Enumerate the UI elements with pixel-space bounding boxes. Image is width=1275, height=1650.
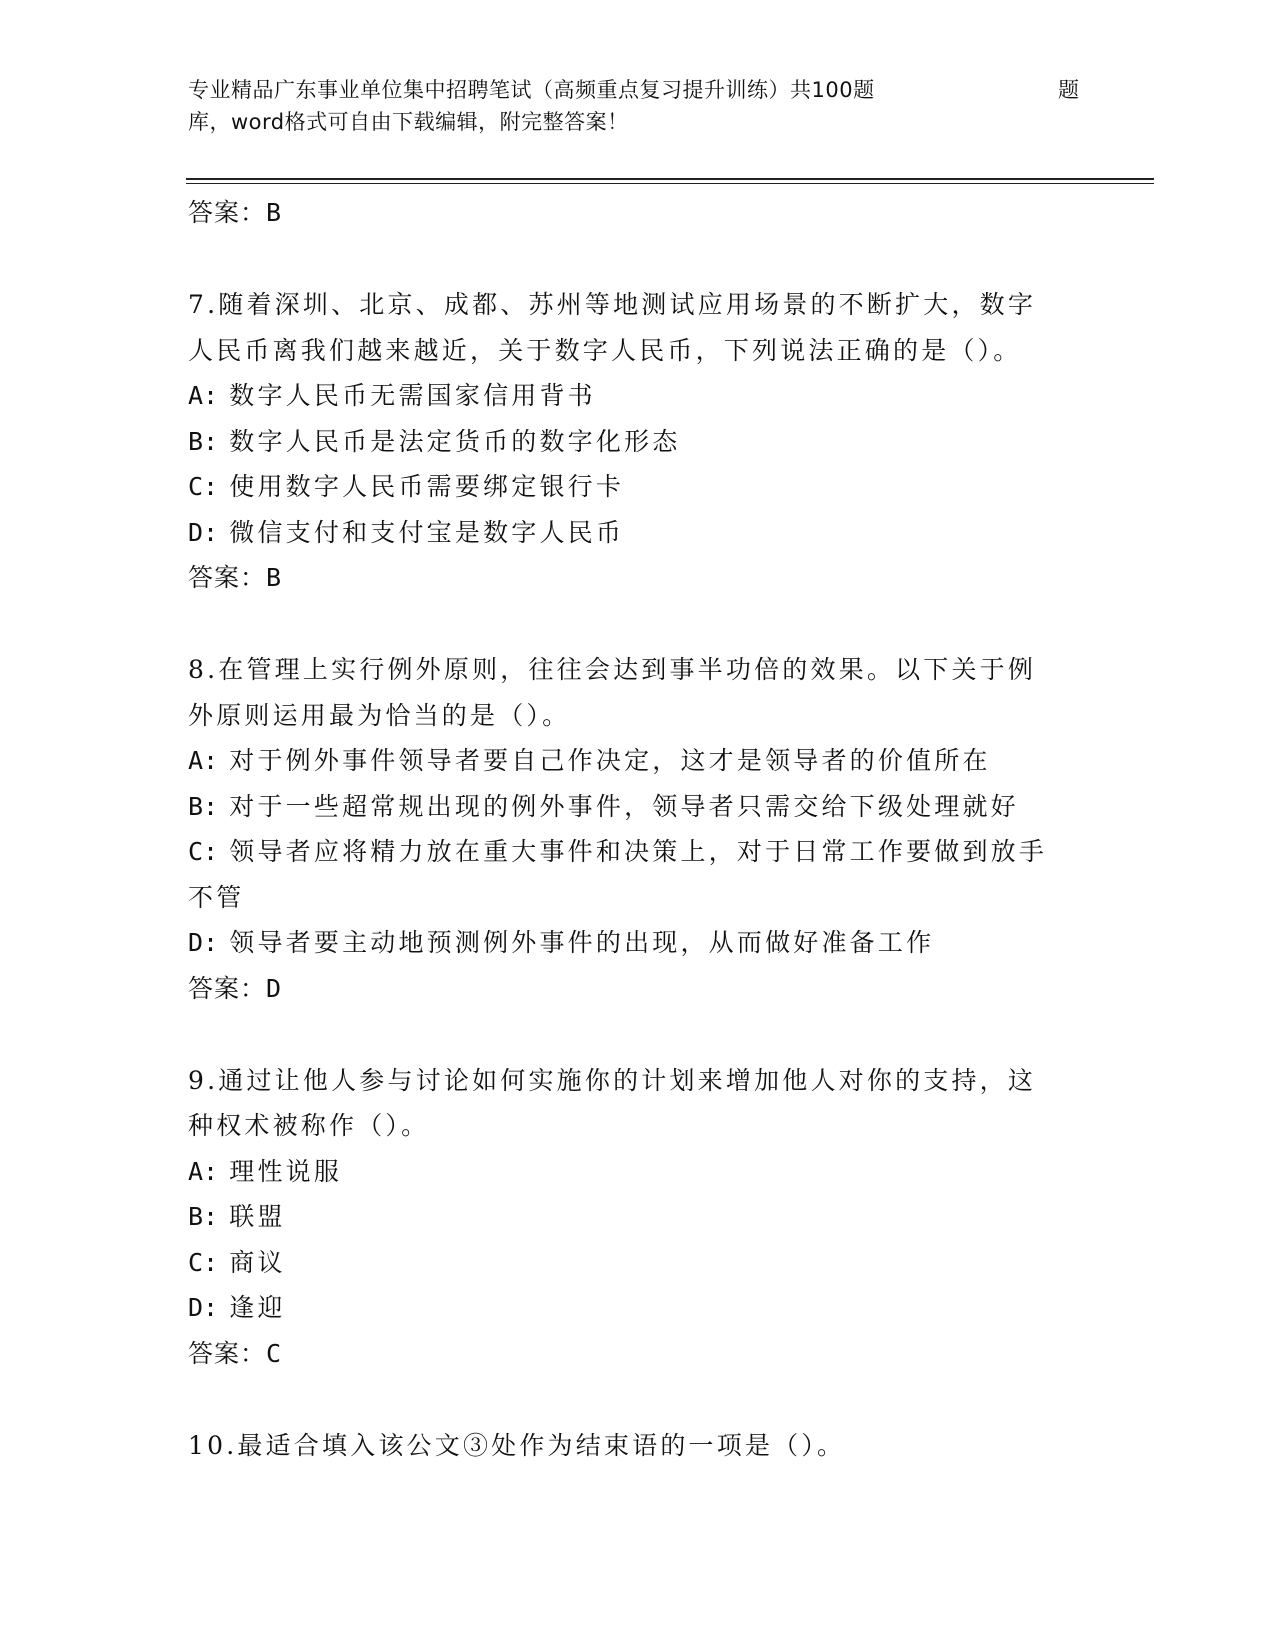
header-line-1 [188,74,1088,106]
option-text: 数字人民币无需国家信用背书 [229,381,596,410]
question-7 [188,282,1088,601]
option-d [188,1285,1088,1331]
option-letter: B: [188,426,219,456]
question-text-line-1: 通过让他人参与讨论如何实施你的计划来增加他人对你的支持，这 [218,1065,1037,1095]
question-9 [188,1058,1088,1377]
option-letter: A: [188,381,219,410]
question-stem [188,1423,1088,1469]
option-letter: B: [188,1202,219,1231]
option-a [188,373,1088,419]
answer-value: B [266,563,283,592]
option-c-continued: 不管 [188,882,245,912]
answer-8 [188,966,1088,1012]
option-letter: C: [188,1247,219,1277]
option-letter: D: [188,517,219,547]
option-c [188,464,1088,510]
question-stem [188,1058,1088,1104]
option-text: 对于例外事件领导者要自己作决定，这才是领导者的价值所在 [229,746,991,775]
question-number: 10. [188,1430,238,1460]
option-text: 微信支付和支付宝是数字人民币 [229,517,625,547]
question-text-line-2: 人民币离我们越来越近，关于数字人民币，下列说法正确的是（）。 [188,335,1022,365]
question-text-line-1: 在管理上实行例外原则，往往会达到事半功倍的效果。以下关于例 [218,655,1037,684]
header-divider-thin [186,183,1154,184]
answer-label: 答案： [188,563,267,592]
header-title-tail: 题 [1058,78,1080,102]
answer-label: 答案： [188,198,267,227]
answer-value: D [266,973,283,1003]
option-letter: D: [188,928,219,957]
question-8 [188,647,1088,1012]
option-text: 领导者要主动地预测例外事件的出现，从而做好准备工作 [229,928,935,957]
answer-7 [188,555,1088,601]
question-number: 8. [188,655,219,684]
question-stem [188,647,1088,693]
option-text: 商议 [229,1247,286,1277]
option-text: 数字人民币是法定货币的数字化形态 [229,426,681,456]
question-text-line-1: 随着深圳、北京、成都、苏州等地测试应用场景的不断扩大，数字 [218,290,1037,319]
header-title: 专业精品广东事业单位集中招聘笔试（高频重点复习提升训练）共100题 [188,78,875,102]
option-c [188,829,1088,875]
answer-label: 答案： [188,1338,267,1368]
option-b [188,784,1088,830]
option-letter: B: [188,791,219,821]
option-letter: D: [188,1293,219,1322]
option-letter: A: [188,1156,219,1186]
question-number: 7. [188,290,219,319]
question-stem [188,282,1088,328]
question-10 [188,1423,1088,1469]
answer-value: C [266,1338,283,1368]
option-a [188,738,1088,784]
previous-answer [188,190,1088,236]
question-text-line-1: 最适合填入该公文③处作为结束语的一项是（）。 [237,1430,846,1460]
answer-9 [188,1331,1088,1377]
option-text: 领导者应将精力放在重大事件和决策上，对于日常工作要做到放手 [229,837,1048,866]
question-text-line-2: 外原则运用最为恰当的是（）。 [188,700,571,730]
option-letter: C: [188,472,219,501]
option-d [188,510,1088,556]
option-letter: A: [188,746,219,775]
answer-value: B [266,198,283,227]
option-c [188,1240,1088,1286]
option-a [188,1149,1088,1195]
option-letter: C: [188,837,219,866]
option-b [188,1194,1088,1240]
question-number: 9. [188,1065,219,1095]
option-text: 对于一些超常规出现的例外事件，领导者只需交给下级处理就好 [229,791,1019,821]
option-text: 联盟 [229,1202,286,1231]
option-d [188,920,1088,966]
option-text: 理性说服 [229,1156,343,1186]
header-line-2: 库，word格式可自由下载编辑，附完整答案！ [188,110,629,134]
question-text-line-2: 种权术被称作（）。 [188,1111,430,1140]
document-header [188,74,1088,138]
option-text: 使用数字人民币需要绑定银行卡 [229,472,625,501]
header-divider-thick [186,178,1154,180]
option-b [188,419,1088,465]
document-body [188,190,1088,1468]
option-text: 逢迎 [229,1293,286,1322]
answer-label: 答案： [188,973,267,1003]
